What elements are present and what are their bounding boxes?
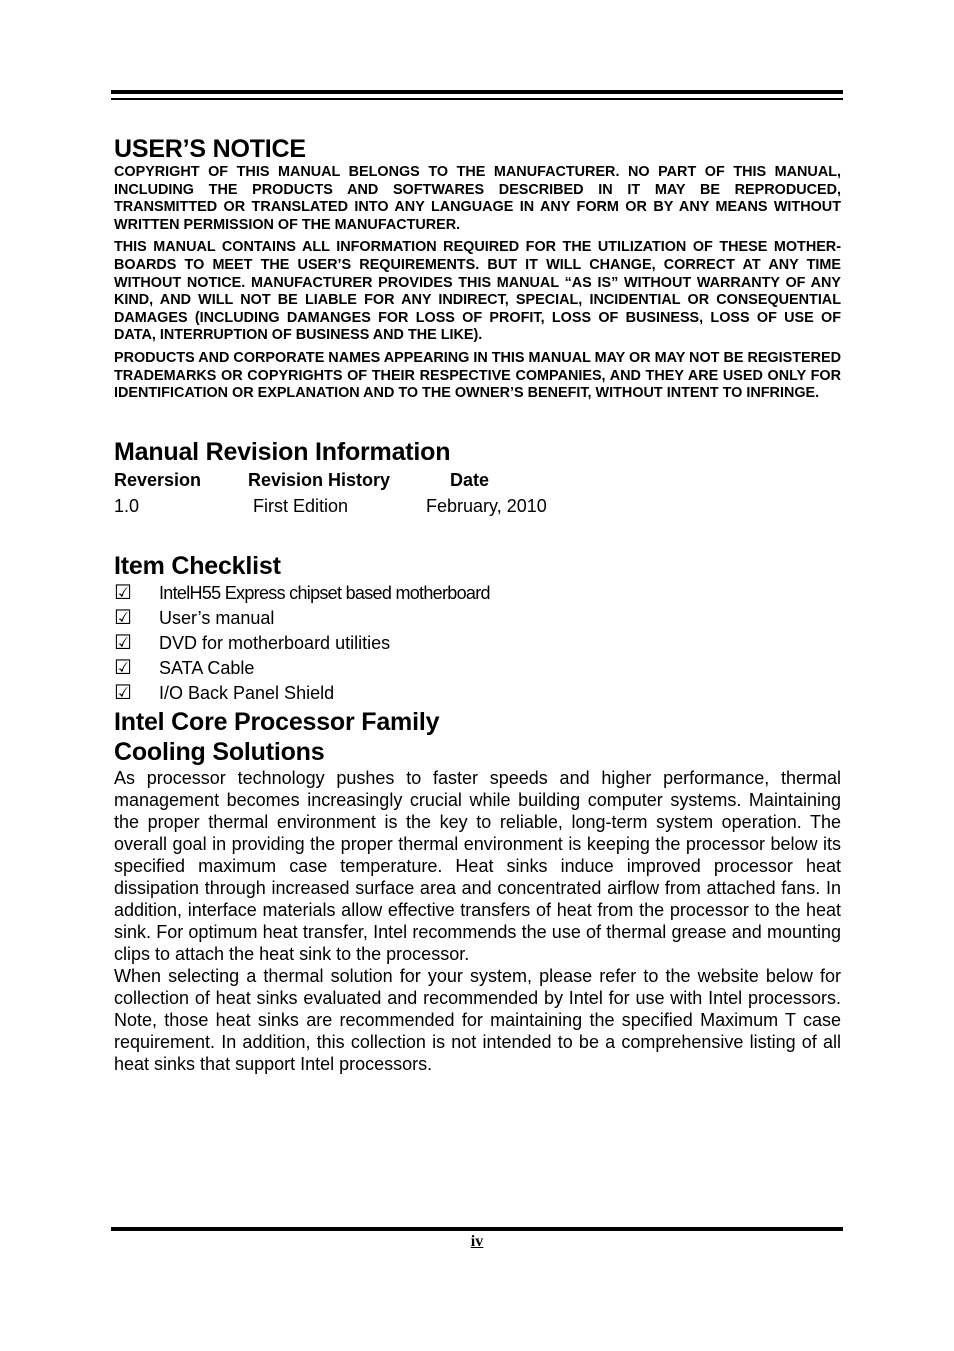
checkbox-checked-icon: ☑ [114, 579, 132, 604]
page-content [114, 134, 841, 1075]
cooling-section [114, 707, 841, 1075]
notice-paragraph-trademarks: PRODUCTS AND CORPORATE NAMES APPEARING IN THIS MANUAL MAY OR MAY NOT BE REGISTERED TRADEMARKS OR COPYRIGHTS OF THEIR RESPECTIVE COMPANIES, AND THEY ARE USED ONLY FOR IDENTIFICATION OR EXPLANATION AND TO THE OWNER’S BENEFIT, WITHOUT INTENT TO INFRINGE. [114, 349, 841, 402]
revision-history-cell: First Edition [253, 495, 349, 516]
header-rule-thick [111, 90, 843, 94]
footer-rule [111, 1227, 843, 1231]
checklist-item-label: I/O Back Panel Shield [159, 682, 335, 703]
notice-paragraph-disclaimer: THIS MANUAL CONTAINS ALL INFORMATION REQUIRED FOR THE UTILIZATION OF THESE MOTHER-BOARDS TO MEET THE USER’S REQUIREMENTS. BUT IT WILL CHANGE, CORRECT AT ANY TIME WITHOUT NOTICE. MANUFACTURER PROVIDES THIS MANUAL “AS IS” WITHOUT WARRANTY OF ANY KIND, AND WILL NOT BE LIABLE FOR ANY INDIRECT, SPECIAL, INCIDENTIAL OR CONSEQUENTIAL DAMAGES (INCLUDING DAMANGES FOR LOSS OF PROFIT, LOSS OF BUSINESS, LOSS OF USE OF DATA, INTERRUPTION OF BUSINESS AND THE LIKE). [114, 239, 841, 344]
cooling-title-line1: Intel Core Processor Family [114, 707, 440, 736]
checklist-title: Item Checklist [114, 551, 281, 580]
header-rule-thin [111, 98, 843, 100]
checkbox-checked-icon: ☑ [114, 629, 132, 654]
checklist-item-label: SATA Cable [159, 657, 255, 678]
checkbox-checked-icon: ☑ [114, 654, 132, 679]
revision-table-header [114, 467, 841, 493]
revision-section [114, 437, 841, 519]
checklist-item [114, 581, 841, 606]
revision-title: Manual Revision Information [114, 437, 451, 466]
revision-header-date: Date [450, 469, 490, 490]
checklist-item [114, 606, 841, 631]
checklist-item-label: IntelH55 Express chipset based motherboard [159, 582, 490, 603]
cooling-paragraph-selection: When selecting a thermal solution for your system, please refer to the website below for collection of heat sinks evaluated and recommended by Intel for use with Intel processors. Note, those heat sinks are recommended for maintaining the specified Maximum T case requirement. In addition, this collection is not intended to be a comprehensive listing of all heat sinks that support Intel processors. [114, 965, 841, 1074]
notice-paragraph-copyright: COPYRIGHT OF THIS MANUAL BELONGS TO THE MANUFACTURER. NO PART OF THIS MANUAL, INCLUDING THE PRODUCTS AND SOFTWARES DESCRIBED IN IT MAY BE REPRODUCED, TRANSMITTED OR TRANSLATED INTO ANY LANGUAGE IN ANY FORM OR BY ANY MEANS WITHOUT WRITTEN PERMISSION OF THE MANUFACTURER. [114, 164, 841, 233]
cooling-title-line2: Cooling Solutions [114, 737, 325, 766]
page-number [0, 1233, 954, 1251]
revision-header-reversion: Reversion [114, 469, 202, 490]
revision-header-history: Revision History [248, 469, 391, 490]
page-number-label: iv [470, 1233, 484, 1250]
cooling-paragraph-thermal: As processor technology pushes to faster speeds and higher performance, thermal management becomes increasingly crucial while building computer systems. Maintaining the proper thermal environment is the key to reliable, long-term system operation. The overall goal in providing the proper thermal environment is keeping the processor below its specified maximum case temperature. Heat sinks induce improved processor heat dissipation through increased surface area and concentrated airflow from attached fans. In addition, interface materials allow effective transfers of heat from the processor to the heat sink. For optimum heat transfer, Intel recommends the use of thermal grease and mounting clips to attach the heat sink to the processor. [114, 767, 841, 964]
revision-version-cell: 1.0 [114, 495, 140, 516]
checklist-item [114, 656, 841, 681]
checklist-section [114, 551, 841, 706]
users-notice-title: USER’S NOTICE [114, 135, 306, 163]
revision-table-row [114, 493, 841, 519]
checklist-item-label: DVD for motherboard utilities [159, 632, 391, 653]
checklist-item-label: User’s manual [159, 607, 275, 628]
checklist-item [114, 631, 841, 656]
checklist-item [114, 681, 841, 706]
checkbox-checked-icon: ☑ [114, 604, 132, 629]
revision-date-cell: February, 2010 [426, 495, 547, 516]
users-notice-section [114, 134, 841, 403]
checkbox-checked-icon: ☑ [114, 679, 132, 704]
